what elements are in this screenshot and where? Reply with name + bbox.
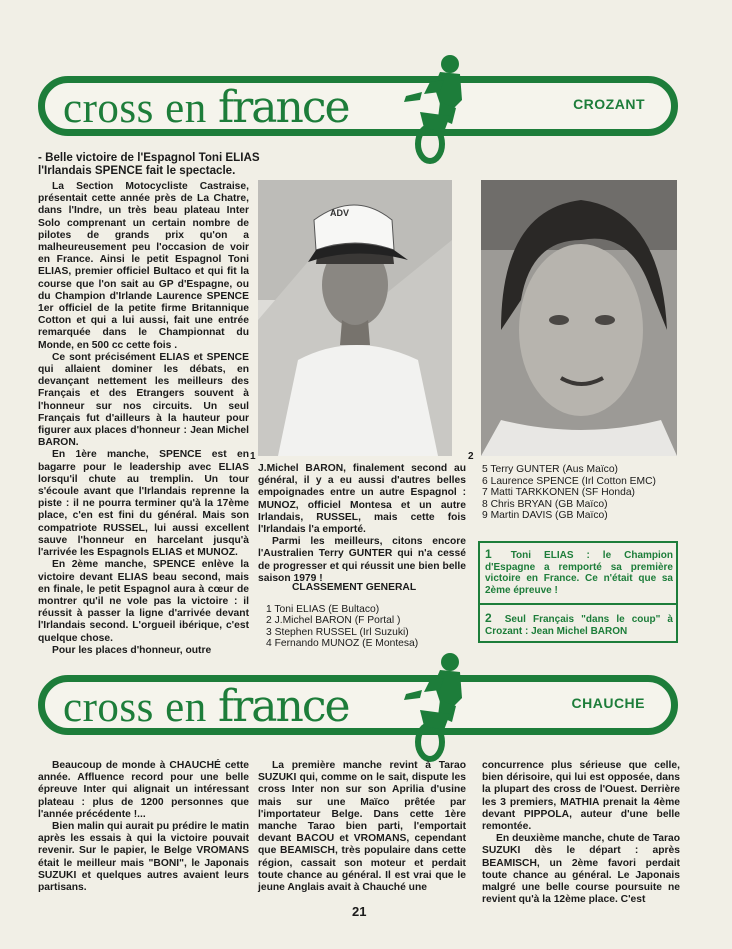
- paragraph: La Section Motocycliste Castraise, présentait cette année près de La Chatre, dans l'Indre, un très beau plateau Inter Solo comprenant un certain nombre de pilotes de grands prix qu'on a malheureusement peu l'occasion de voir en France. Ainsi le petit Espagnol Toni ELIAS, premier officiel Bultaco et qui fit la course que l'on sait au GP d'Espagne, ou du Champion d'Irlande Laurence SPENCE 1er officiel de la petite firme Britannique Cotton et qui a lui aussi, fait une entrée remarquée dans le Championnat du Monde, en 500 cc cette fois .: [38, 181, 249, 351]
- article-column-3: [482, 760, 680, 906]
- list-item: 6 Laurence SPENCE (Irl Cotton EMC): [482, 475, 656, 487]
- article-column-1: [38, 181, 249, 657]
- paragraph: J.Michel BARON, finalement second au général, il y a eu aussi d'autres belles empoignades entre un autre Espagnol : MUNOZ, officiel Montesa et un autre Irlandais, RUSSEL, mais cette fois l'Irlandais l'a emporté.: [258, 463, 466, 536]
- list-item: 8 Chris BRYAN (GB Maïco): [482, 498, 608, 510]
- photo-toni-elias: [258, 180, 452, 456]
- article-column-1: [38, 760, 249, 894]
- paragraph: Beaucoup de monde à CHAUCHÉ cette année. Affluence record pour une belle épreuve Inter qui alignait un intéressant plateau : plus de 1200 personnes que l'année précédente !...: [38, 760, 249, 820]
- banner-title: cross en france: [63, 681, 349, 732]
- paragraph: En 1ère manche, SPENCE est en bagarre pour le leadership avec ELIAS lorsqu'il chute au tremplin. Un tour s'écoule avant que l'Irlandais reprenne la piste : il ne pourra terminer qu'à la 17ème place, c'en est fini du général. Mais son compatriote RUSSEL, lui aussi excellent sauve l'honneur en harcelant jusqu'à l'arrivée les Espagnols ELIAS et MUNOZ.: [38, 449, 249, 559]
- article-column-2: [258, 463, 466, 585]
- cap-logo-text: ADV: [330, 208, 350, 218]
- banner-location: CROZANT: [573, 96, 645, 112]
- list-item: 7 Matti TARKKONEN (SF Honda): [482, 487, 635, 499]
- list-item: 5 Terry GUNTER (Aus Maïco): [482, 464, 618, 475]
- paragraph: Bien malin qui aurait pu prédire le matin après les essais à qui la victoire pouvait revenir. Sur le papier, le Belge VROMANS était le meilleur mais "BONI", le Japonais SUZUKI et quelques autres avaient leurs partisans.: [38, 821, 249, 894]
- section-banner-chauche: [38, 675, 678, 735]
- list-item: 9 Martin DAVIS (GB Maïco): [482, 510, 608, 522]
- classement-title: CLASSEMENT GENERAL: [292, 582, 417, 593]
- paragraph: En 2ème manche, SPENCE enlève la victoire devant ELIAS beau second, mais en finale, le petit Espagnol aura à cœur de montrer qu'il ne vole pas la victoire : il réussit à passer la ligne d'arrivée devant l'Irlandais second. L'orgueil ibérique, c'est quelque chose.: [38, 559, 249, 644]
- banner-title: cross en france: [63, 82, 349, 133]
- list-item: 3 Stephen RUSSEL (Irl Suzuki): [266, 626, 409, 638]
- paragraph: Ce sont précisément ELIAS et SPENCE qui allaient dominer les débats, en devançant nettement les meilleurs des Français et des Etrangers souvent à l'honneur sur nos circuits. Un seul Français fut d'ailleurs à la hauteur pour figurer aux places d'honneur : Jean Michel BARON.: [38, 351, 249, 449]
- paragraph: En deuxième manche, chute de Tarao SUZUKI dès le départ : après BEAMISCH, un 2ème favori perdait toute chance au général. Le Japonais malgré une belle course poursuite ne revient qu'à la 12ème place. C'est: [482, 833, 680, 906]
- photo-number: 2: [468, 451, 474, 462]
- photo-number: 1: [250, 451, 256, 462]
- motocross-rider-icon: [400, 650, 472, 762]
- page-number: 21: [352, 904, 367, 919]
- photo-jean-michel-baron: [481, 180, 677, 456]
- caption-1: 1 Toni ELIAS : le Champion d'Espagne a remporté sa première victoire en France. Ce n'était que sa 2ème épreuve !: [485, 547, 674, 596]
- photo-captions-box: [478, 541, 678, 643]
- list-item: 4 Fernando MUNOZ (E Montesa): [266, 638, 419, 650]
- caption-divider: [480, 603, 676, 605]
- article-column-2: [258, 760, 466, 894]
- list-item: 1 Toni ELIAS (E Bultaco): [266, 604, 380, 615]
- paragraph: Parmi les meilleurs, citons encore l'Australien Terry GUNTER qui n'a cessé de progresser et qui réussit une bien belle saison 1979 !: [258, 536, 466, 584]
- article-subtitle: - Belle victoire de l'Espagnol Toni ELIAS l'Irlandais SPENCE fait le spectacle.: [38, 151, 260, 177]
- section-banner-crozant: [38, 76, 678, 136]
- paragraph: Pour les places d'honneur, outre: [52, 644, 212, 656]
- classement-list-b: [482, 464, 678, 522]
- motocross-rider-icon: [400, 52, 472, 164]
- caption-2: 2 Seul Français "dans le coup" à Crozant : Jean Michel BARON: [485, 611, 673, 637]
- list-item: 2 J.Michel BARON (F Portal ): [266, 615, 401, 627]
- paragraph: La première manche revint à Tarao SUZUKI qui, comme on le sait, dispute les cross Inter non sur son Aprilia d'usine mais sur une Maïco prêtée par l'importateur Belge. Dans cette 1ère manche Tarao bien parti, l'emportait devant BACOU et VROMANS, cependant que BEAMISCH, très populaire dans cette région, cassait son moteur et perdait toute chance au général. Il est vrai que le jeune Anglais avait à Chauché une: [258, 760, 466, 894]
- paragraph: concurrence plus sérieuse que celle, bien dérisoire, qui lui est opposée, dans la plupart des cross de l'Ouest. Derrière les 3 premiers, MATHIA prenait la 4ème devant PIPPOLA, auteur d'une belle remontée.: [482, 760, 680, 833]
- classement-list-a: [266, 604, 418, 650]
- banner-location: CHAUCHE: [571, 695, 645, 711]
